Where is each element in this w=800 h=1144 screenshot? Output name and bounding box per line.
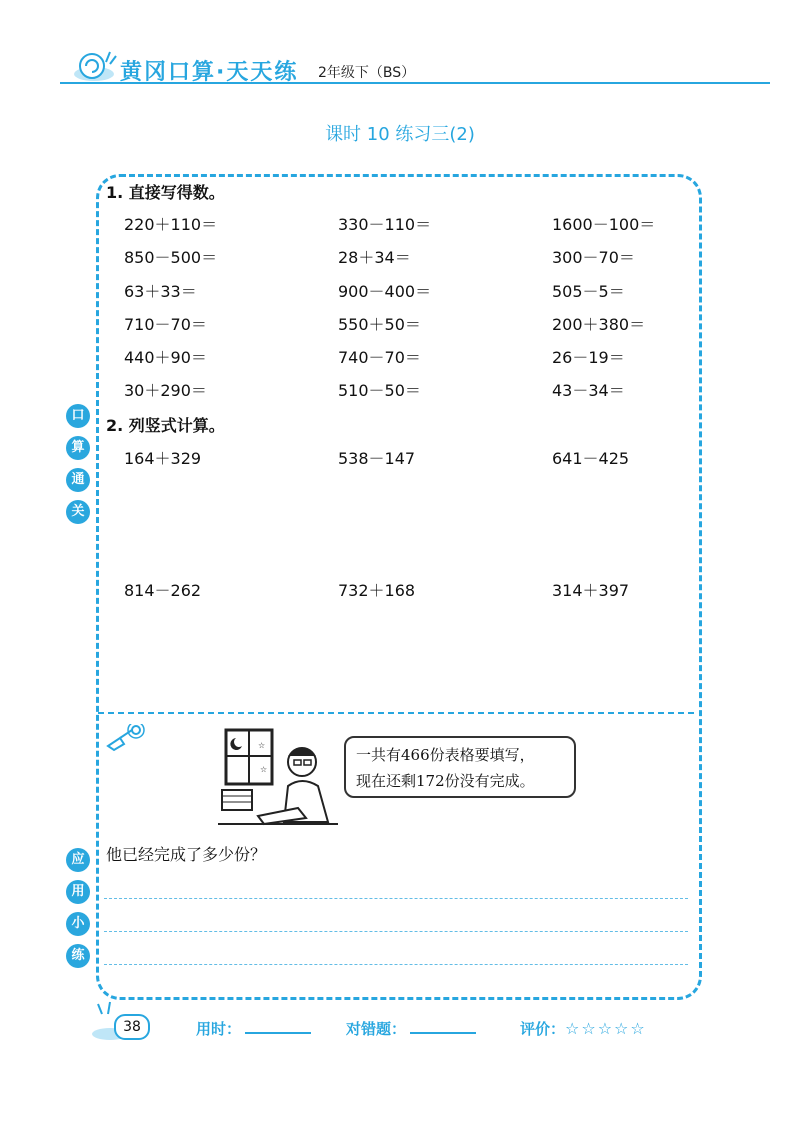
side-tag: 算: [66, 436, 90, 460]
time-label: 用时：: [196, 1020, 242, 1038]
errors-blank[interactable]: [410, 1018, 476, 1034]
svg-text:☆: ☆: [258, 741, 266, 750]
speech-line: 一共有466份表格要填写，: [356, 746, 535, 764]
side-tag: 小: [66, 912, 90, 936]
office-worker-illustration: [218, 726, 346, 826]
brand-title: 黄冈口算·天天练: [120, 60, 299, 85]
vertical-calc-problem: 641－425: [552, 449, 630, 468]
speech-bubble: [344, 736, 576, 798]
rating-field: [520, 1018, 647, 1039]
equation: 740－70＝: [338, 348, 421, 367]
side-tag: 应: [66, 848, 90, 872]
equation: 505－5＝: [552, 282, 625, 301]
lesson-title: 课时 10 练习三(2): [325, 124, 475, 145]
equation: 300－70＝: [552, 248, 635, 267]
side-tag: 通: [66, 468, 90, 492]
side-tag: 口: [66, 404, 90, 428]
equation: 440＋90＝: [124, 348, 207, 367]
equation: 30＋290＝: [124, 381, 207, 400]
rating-label: 评价：: [520, 1020, 566, 1038]
header-divider: [60, 82, 770, 84]
answer-line[interactable]: [104, 964, 688, 965]
hand-pointer-icon: [104, 724, 146, 754]
equation: 63＋33＝: [124, 282, 197, 301]
page-number: 38: [114, 1014, 150, 1040]
equation: 330－110＝: [338, 215, 432, 234]
answer-line[interactable]: [104, 931, 688, 932]
vertical-calc-problem: 814－262: [124, 581, 202, 600]
equation: 220＋110＝: [124, 215, 218, 234]
svg-text:☆: ☆: [260, 765, 268, 774]
word-problem-question: 他已经完成了多少份？: [106, 845, 267, 864]
vertical-calc-problem: 314＋397: [552, 581, 630, 600]
answer-line[interactable]: [104, 898, 688, 899]
equation: 900－400＝: [338, 282, 432, 301]
equation: 43－34＝: [552, 381, 625, 400]
section2-title: 2. 列竖式计算。: [106, 416, 225, 435]
vertical-calc-problem: 164＋329: [124, 449, 202, 468]
section1-title: 1. 直接写得数。: [106, 183, 225, 202]
side-tag: 练: [66, 944, 90, 968]
equation: 510－50＝: [338, 381, 421, 400]
equation: 26－19＝: [552, 348, 625, 367]
speech-line: 现在还剩172份没有完成。: [356, 772, 535, 790]
equation: 28＋34＝: [338, 248, 411, 267]
time-blank[interactable]: [245, 1018, 311, 1034]
equation: 850－500＝: [124, 248, 218, 267]
side-tag: 用: [66, 880, 90, 904]
snail-logo-icon: [72, 48, 118, 84]
section-divider: [98, 712, 694, 714]
errors-label: 对错题：: [346, 1020, 407, 1038]
vertical-calc-problem: 732＋168: [338, 581, 416, 600]
side-tag: 关: [66, 500, 90, 524]
time-field: [196, 1018, 311, 1039]
equation: 200＋380＝: [552, 315, 646, 334]
rating-stars[interactable]: ☆☆☆☆☆: [565, 1019, 647, 1038]
vertical-calc-problem: 538－147: [338, 449, 416, 468]
equation: 1600－100＝: [552, 215, 656, 234]
grade-label: 2年级下（BS）: [318, 65, 416, 81]
equation: 710－70＝: [124, 315, 207, 334]
errors-field: [346, 1018, 476, 1039]
equation: 550＋50＝: [338, 315, 421, 334]
